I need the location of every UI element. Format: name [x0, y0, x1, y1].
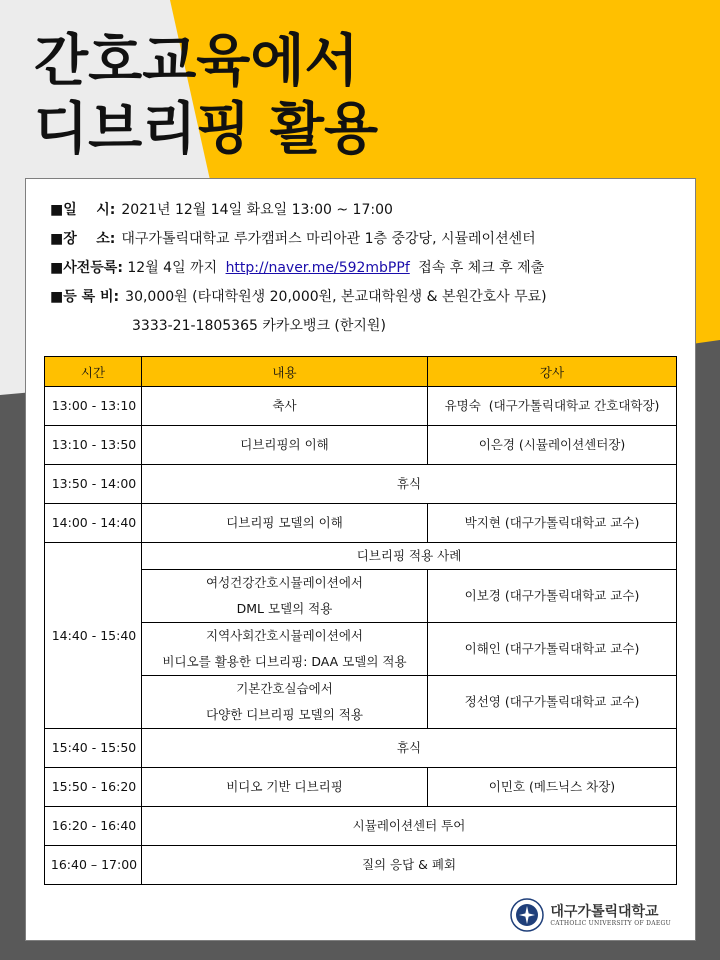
- place-row: [50, 228, 547, 257]
- header-speaker: 강사: [428, 357, 677, 387]
- logo-text: [550, 904, 671, 927]
- row-speaker: 이민호 (메드닉스 차장): [428, 768, 677, 807]
- fee-label: ■등 록 비:: [50, 289, 120, 305]
- case-line-2: 다양한 디브리핑 모델의 적용: [206, 707, 363, 722]
- university-seal-icon: [510, 898, 544, 932]
- date-value: 2021년 12월 14일 화요일 13:00 ~ 17:00: [121, 202, 393, 218]
- place-label: ■장 소:: [50, 231, 116, 247]
- university-logo: [510, 898, 671, 932]
- row-break: 질의 응답 & 폐회: [142, 846, 677, 885]
- prereg-instruction: 접속 후 체크 후 제출: [418, 260, 545, 276]
- row-time: 13:00 - 13:10: [45, 387, 142, 426]
- row-speaker: 이은경 (시뮬레이션센터장): [428, 426, 677, 465]
- table-header-row: [45, 357, 677, 387]
- title-line-2: 디브리핑 활용: [34, 97, 379, 162]
- schedule-table: [44, 356, 677, 885]
- row-time: 16:40 – 17:00: [45, 846, 142, 885]
- row-speaker: 정선영 (대구가톨릭대학교 교수): [428, 676, 677, 729]
- row-time: 16:20 - 16:40: [45, 807, 142, 846]
- info-card: [25, 178, 696, 941]
- date-label: ■일 시:: [50, 202, 116, 218]
- row-content: 축사: [142, 387, 428, 426]
- logo-name-en: CATHOLIC UNIVERSITY OF DAEGU: [550, 919, 671, 927]
- row-break: 휴식: [142, 465, 677, 504]
- case-line-2: DML 모델의 적용: [236, 601, 333, 616]
- prereg-deadline: 12월 4일 까지: [127, 260, 218, 276]
- table-row: [45, 543, 677, 570]
- row-speaker: 이해인 (대구가톨릭대학교 교수): [428, 623, 677, 676]
- case-content: [142, 570, 428, 623]
- date-row: [50, 199, 547, 228]
- case-line-1: 여성건강간호시뮬레이션에서: [206, 575, 363, 590]
- header-content: 내용: [142, 357, 428, 387]
- row-time: 14:40 - 15:40: [45, 543, 142, 729]
- row-time: 14:00 - 14:40: [45, 504, 142, 543]
- row-content: 디브리핑 모델의 이해: [142, 504, 428, 543]
- case-content: [142, 623, 428, 676]
- row-speaker: 이보경 (대구가톨릭대학교 교수): [428, 570, 677, 623]
- event-info: [50, 199, 547, 344]
- row-time: 15:40 - 15:50: [45, 729, 142, 768]
- table-row: [45, 846, 677, 885]
- row-break: 휴식: [142, 729, 677, 768]
- group-title: 디브리핑 적용 사례: [142, 543, 677, 570]
- prereg-row: [50, 257, 547, 286]
- prereg-label: ■사전등록:: [50, 260, 123, 276]
- table-row: [45, 465, 677, 504]
- row-break: 시뮬레이션센터 투어: [142, 807, 677, 846]
- row-time: 13:10 - 13:50: [45, 426, 142, 465]
- account-row: [50, 315, 547, 344]
- case-line-1: 지역사회간호시뮬레이션에서: [206, 628, 363, 643]
- case-line-2: 비디오를 활용한 디브리핑: DAA 모델의 적용: [162, 654, 407, 669]
- row-time: 13:50 - 14:00: [45, 465, 142, 504]
- fee-value: 30,000원 (타대학원생 20,000원, 본교대학원생 & 본원간호사 무료): [125, 289, 547, 305]
- logo-name-ko: 대구가톨릭대학교: [550, 903, 659, 920]
- account-value: 3333-21-1805365 카카오뱅크 (한지원): [132, 318, 386, 334]
- case-line-1: 기본간호실습에서: [236, 681, 333, 696]
- table-row: [45, 768, 677, 807]
- prereg-link[interactable]: http://naver.me/592mbPPf: [225, 260, 410, 276]
- row-speaker: 유명숙 (대구가톨릭대학교 간호대학장): [428, 387, 677, 426]
- table-row: [45, 504, 677, 543]
- row-content: 디브리핑의 이해: [142, 426, 428, 465]
- fee-row: [50, 286, 547, 315]
- table-row: [45, 387, 677, 426]
- table-row: [45, 426, 677, 465]
- page-title: [34, 28, 378, 164]
- row-time: 15:50 - 16:20: [45, 768, 142, 807]
- table-row: [45, 729, 677, 768]
- row-content: 비디오 기반 디브리핑: [142, 768, 428, 807]
- case-content: [142, 676, 428, 729]
- header-time: 시간: [45, 357, 142, 387]
- table-row: [45, 807, 677, 846]
- title-line-1: 간호교육에서: [34, 29, 359, 94]
- place-value: 대구가톨릭대학교 루가캠퍼스 마리아관 1층 중강당, 시뮬레이션센터: [121, 231, 536, 247]
- row-speaker: 박지현 (대구가톨릭대학교 교수): [428, 504, 677, 543]
